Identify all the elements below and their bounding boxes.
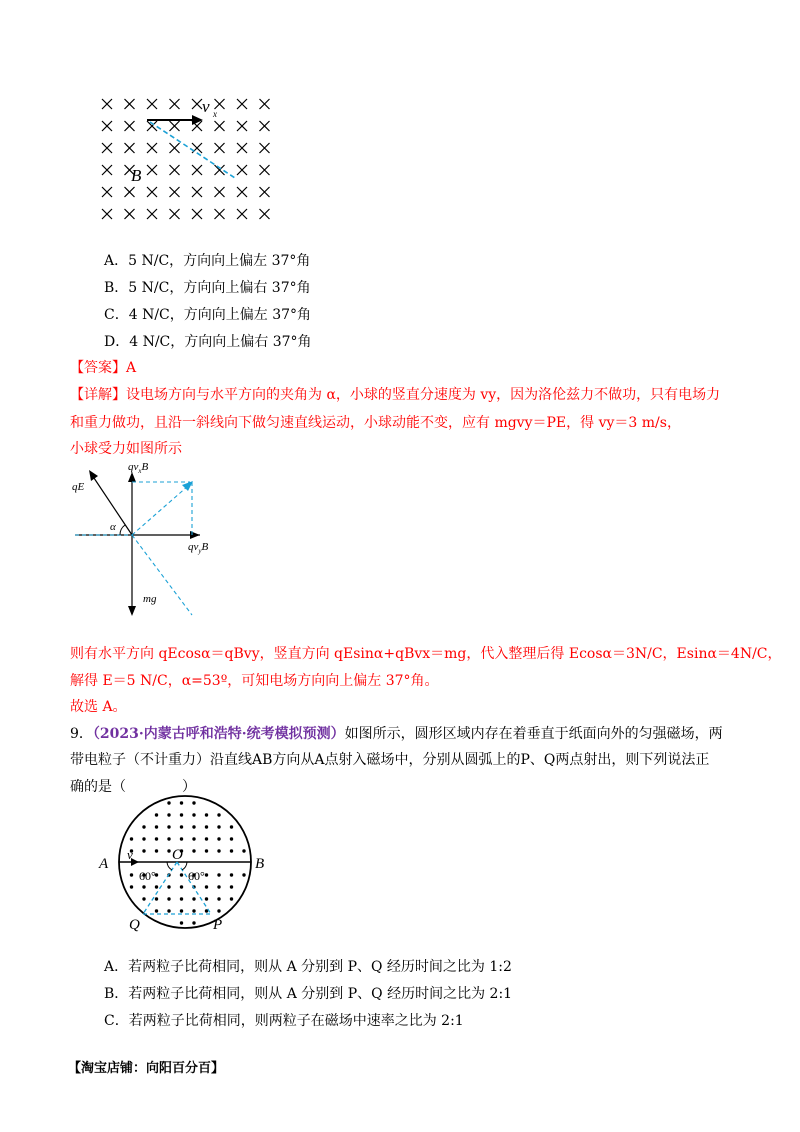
- cross-mark: [102, 209, 112, 219]
- field-dot: [230, 897, 233, 900]
- question-9-line-1: 9．（2023·内蒙古呼和浩特·统考模拟预测）如图所示，圆形区域内存在着垂直于纸面向外的匀强磁场，两: [70, 726, 723, 742]
- field-dot: [217, 825, 220, 828]
- cross-mark: [215, 121, 225, 131]
- field-dot: [230, 885, 233, 888]
- field-dot: [205, 897, 208, 900]
- detail-line-2: 和重力做功，且沿一斜线向下做匀速直线运动，小球动能不变，应有 mgvy＝PE，得 vy＝3 m/s，: [70, 415, 681, 431]
- field-dot: [180, 897, 183, 900]
- field-dot: [155, 909, 158, 912]
- field-dots: [130, 801, 246, 924]
- field-dot: [217, 909, 220, 912]
- cross-mark: [192, 187, 202, 197]
- choice-b: B．5 N/C，方向向上偏右 37°角: [104, 280, 311, 296]
- figure-circular-field: [95, 795, 275, 935]
- field-dot: [242, 849, 245, 852]
- cross-marks: [102, 99, 270, 219]
- cross-mark: [192, 209, 202, 219]
- field-dot: [192, 813, 195, 816]
- cross-mark: [170, 165, 180, 175]
- field-dot: [192, 825, 195, 828]
- qvxb-label: $qv_xB$: [128, 461, 149, 475]
- field-dot: [155, 825, 158, 828]
- solution-line-1: 则有水平方向 qEcosα＝qBvy，竖直方向 qEsinα+qBvx＝mg，代入整理后得 Ecosα＝3N/C，Esinα＝4N/C，: [70, 646, 782, 662]
- field-dot: [155, 885, 158, 888]
- field-dot: [192, 849, 195, 852]
- field-dot: [180, 921, 183, 924]
- field-dot: [167, 813, 170, 816]
- field-dot: [180, 837, 183, 840]
- cross-mark: [215, 187, 225, 197]
- field-dot: [180, 909, 183, 912]
- field-dot: [217, 813, 220, 816]
- footer-shop-label: 【淘宝店铺：向阳百分百】: [68, 1061, 225, 1076]
- cross-mark: [147, 209, 157, 219]
- detail-line-1: 【详解】设电场方向与水平方向的夹角为 α，小球的竖直分速度为 vy，因为洛伦兹力不做功，只有电场力: [70, 387, 721, 403]
- field-dot: [142, 849, 145, 852]
- field-dot: [180, 873, 183, 876]
- cross-mark: [260, 209, 270, 219]
- field-dot: [167, 825, 170, 828]
- q9-choice-a: A．若两粒子比荷相同，则从 A 分别到 P、Q 经历时间之比为 1:2: [104, 959, 512, 975]
- a-label: A: [99, 856, 109, 872]
- field-dot: [192, 801, 195, 804]
- answer-line: 【答案】A: [70, 360, 137, 376]
- field-dot: [205, 825, 208, 828]
- detail-line-3: 小球受力如图所示: [70, 441, 182, 457]
- cross-mark: [125, 143, 135, 153]
- q9-choice-b: B．若两粒子比荷相同，则从 A 分别到 P、Q 经历时间之比为 2:1: [104, 986, 513, 1002]
- field-dot: [155, 849, 158, 852]
- cross-mark: [147, 143, 157, 153]
- field-dot: [167, 885, 170, 888]
- field-dot: [217, 873, 220, 876]
- field-dot: [155, 897, 158, 900]
- cross-mark: [125, 121, 135, 131]
- alpha-label: α: [110, 521, 116, 533]
- field-dot: [142, 825, 145, 828]
- field-dot: [230, 837, 233, 840]
- angle-arc-left: [167, 862, 172, 870]
- cross-mark: [260, 165, 270, 175]
- field-dot: [217, 849, 220, 852]
- field-dot: [205, 837, 208, 840]
- field-dot: [167, 801, 170, 804]
- field-dot: [230, 873, 233, 876]
- alpha-arc: [120, 525, 125, 535]
- cross-mark: [102, 99, 112, 109]
- field-dot: [167, 837, 170, 840]
- choice-a: A．5 N/C，方向向上偏左 37°角: [104, 253, 311, 269]
- cross-mark: [260, 99, 270, 109]
- field-dot: [217, 837, 220, 840]
- field-dot: [192, 897, 195, 900]
- cross-mark: [170, 143, 180, 153]
- cross-mark: [170, 99, 180, 109]
- cross-mark: [170, 121, 180, 131]
- field-dot: [167, 909, 170, 912]
- qvyb-label: $qv_yB$: [188, 541, 209, 555]
- cross-mark: [102, 121, 112, 131]
- cross-mark: [125, 209, 135, 219]
- field-dot: [180, 885, 183, 888]
- field-dot: [217, 897, 220, 900]
- field-dot: [205, 885, 208, 888]
- field-dot: [142, 897, 145, 900]
- angle-arc-right: [182, 862, 187, 870]
- cross-mark: [102, 187, 112, 197]
- field-dot: [192, 921, 195, 924]
- field-dot: [230, 849, 233, 852]
- cross-mark: [147, 99, 157, 109]
- choice-c: C．4 N/C，方向向上偏左 37°角: [104, 307, 312, 323]
- qe-arrowhead: [89, 470, 98, 481]
- cross-mark: [192, 99, 202, 109]
- angle-left-label: 60°: [139, 869, 156, 883]
- field-dot: [142, 885, 145, 888]
- cross-mark: [147, 187, 157, 197]
- velocity-arrowhead: [192, 115, 203, 125]
- v-label: v: [127, 847, 133, 862]
- mg-label: mg: [143, 593, 157, 605]
- field-dot: [192, 837, 195, 840]
- field-dot: [130, 873, 133, 876]
- cross-mark: [215, 209, 225, 219]
- cross-mark: [215, 165, 225, 175]
- cross-mark: [147, 165, 157, 175]
- choice-d: D．4 N/C，方向向上偏右 37°角: [104, 334, 312, 350]
- field-dot: [130, 837, 133, 840]
- q9-choice-c: C．若两粒子比荷相同，则两粒子在磁场中速率之比为 2:1: [104, 1013, 464, 1029]
- field-dot: [180, 813, 183, 816]
- field-dot: [192, 909, 195, 912]
- field-dot: [155, 813, 158, 816]
- figure-force-diagram: [70, 460, 240, 628]
- cross-mark: [260, 121, 270, 131]
- field-dot: [205, 873, 208, 876]
- question-9-line-2: 带电粒子（不计重力）沿直线AB方向从A点射入磁场中，分别从圆弧上的P、Q两点射出，则下列说法正: [70, 752, 710, 768]
- solution-line-3: 故选 A。: [70, 699, 127, 715]
- cross-mark: [192, 165, 202, 175]
- field-dot: [167, 897, 170, 900]
- field-dot: [167, 849, 170, 852]
- cross-mark: [260, 143, 270, 153]
- cross-mark: [102, 165, 112, 175]
- cross-mark: [102, 143, 112, 153]
- figure-magnetic-field-crosses: [95, 92, 285, 227]
- cross-mark: [215, 143, 225, 153]
- cross-mark: [125, 99, 135, 109]
- field-dot: [142, 837, 145, 840]
- cross-mark: [237, 143, 247, 153]
- field-dot: [242, 873, 245, 876]
- p-label: P: [213, 917, 223, 933]
- cross-mark: [125, 187, 135, 197]
- field-dot: [180, 825, 183, 828]
- field-dot: [205, 849, 208, 852]
- up-arrowhead: [128, 472, 136, 482]
- dashed-resultant: [132, 486, 188, 535]
- vx-label: v: [202, 97, 210, 116]
- field-dot: [180, 801, 183, 804]
- field-dot: [130, 885, 133, 888]
- qe-label: qE: [72, 481, 85, 493]
- down-arrowhead: [128, 606, 136, 616]
- field-dot: [155, 837, 158, 840]
- cross-mark: [237, 187, 247, 197]
- vx-subscript: x: [213, 109, 217, 119]
- question-9-line-3: 确的是（ ）: [70, 779, 196, 795]
- b-label: B: [255, 856, 265, 872]
- angle-right-label: 60°: [188, 869, 205, 883]
- cross-mark: [170, 187, 180, 197]
- cross-mark: [170, 209, 180, 219]
- o-label: O: [172, 847, 183, 863]
- cross-mark: [237, 99, 247, 109]
- cross-mark: [237, 165, 247, 175]
- solution-line-2: 解得 E＝5 N/C，α=53º，可知电场方向向上偏左 37°角。: [70, 673, 439, 689]
- field-dot: [205, 813, 208, 816]
- field-dot: [217, 885, 220, 888]
- dashed-diagonal-down: [132, 535, 192, 615]
- cross-mark: [260, 187, 270, 197]
- cross-mark: [215, 99, 225, 109]
- b-label: B: [131, 166, 142, 185]
- field-dot: [230, 825, 233, 828]
- cross-mark: [237, 209, 247, 219]
- cross-mark: [237, 121, 247, 131]
- q-label: Q: [129, 917, 140, 933]
